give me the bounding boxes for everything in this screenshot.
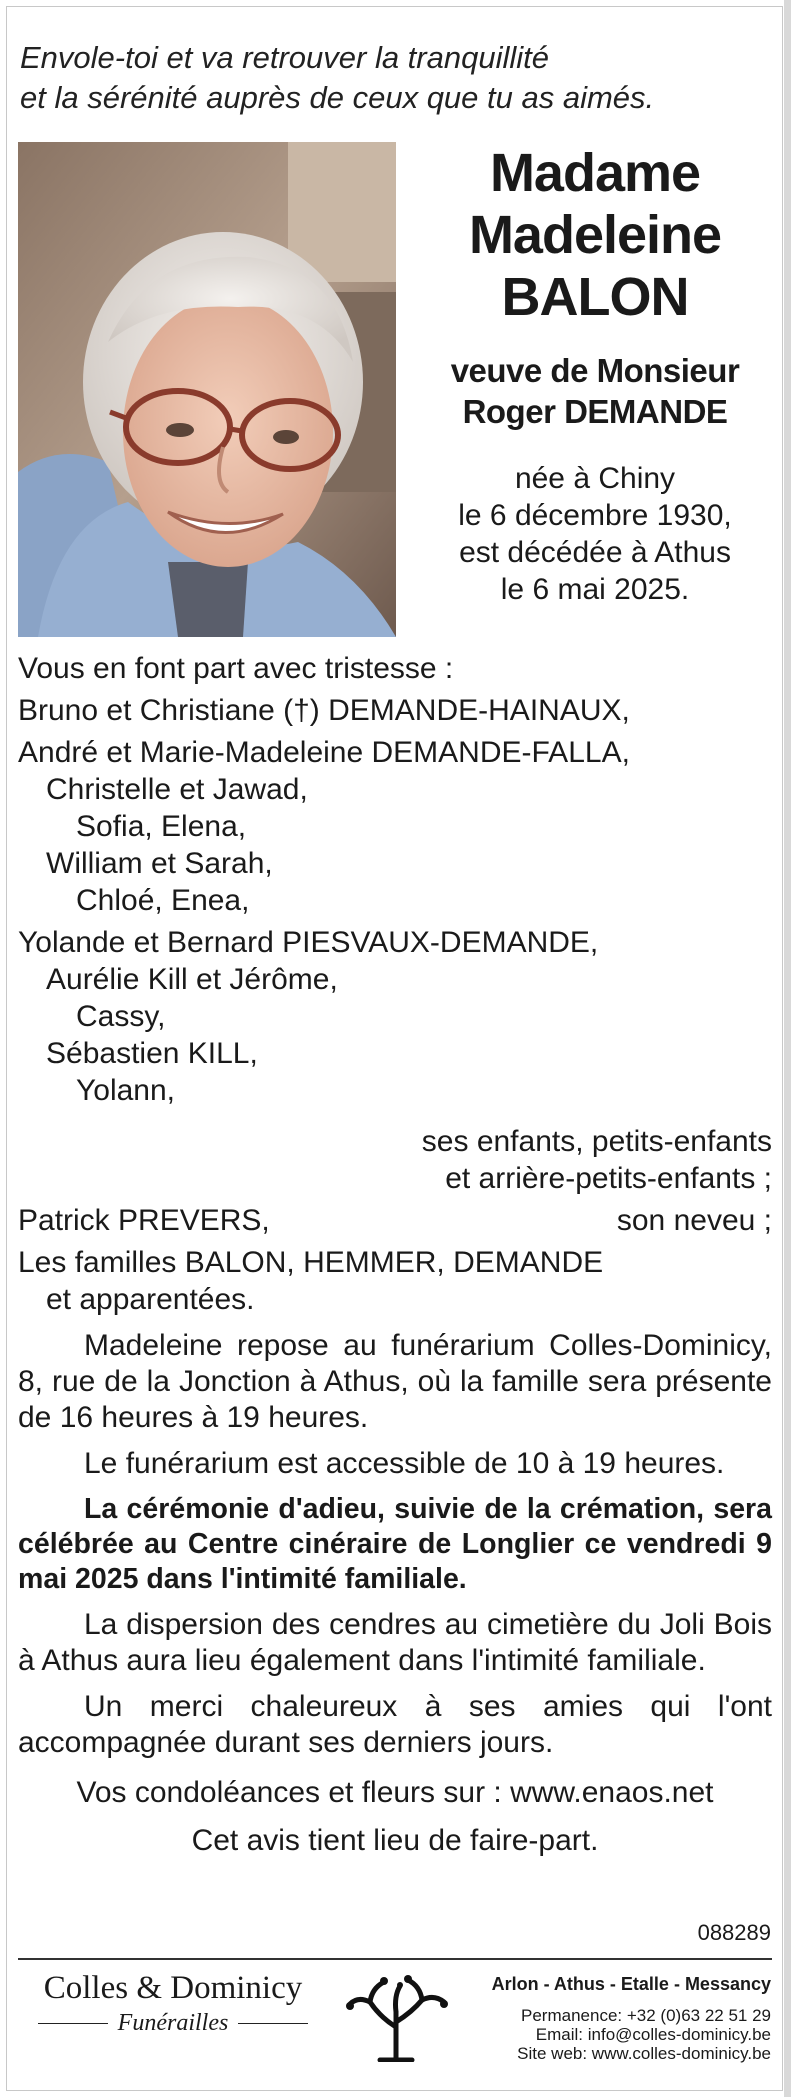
widow-line: veuve de Monsieur [450, 352, 740, 389]
phone-line: Permanence: +32 (0)63 22 51 29 [521, 2006, 771, 2025]
family-line: André et Marie-Madeleine DEMANDE-FALLA, [18, 736, 630, 769]
page-edge-bar [784, 0, 791, 2097]
family-line: Sébastien KILL, [46, 1037, 258, 1070]
footer-divider [18, 1958, 772, 1960]
portrait-photo [18, 142, 396, 637]
nephew-name: Patrick PREVERS, [18, 1204, 270, 1237]
family-line: Yolande et Bernard PIESVAUX-DEMANDE, [18, 926, 599, 959]
repose-paragraph: Madeleine repose au funérarium Colles-Dominicy, 8, rue de la Jonction à Athus, où la famille sera présente de 16 heures à 19 heures. [18, 1329, 772, 1434]
family-line: Bruno et Christiane (†) DEMANDE-HAINAUX, [18, 694, 630, 727]
tree-icon [340, 1972, 452, 2062]
family-line: William et Sarah, [46, 847, 273, 880]
children-summary: ses enfants, petits-enfants [421, 1125, 772, 1158]
families-line: Les familles BALON, HEMMER, DEMANDE [18, 1246, 604, 1279]
logo-rule [38, 2023, 108, 2024]
condolences-line: Vos condoléances et fleurs sur : www.enaos.net [76, 1776, 714, 1809]
death-place: est décédée à Athus [459, 536, 731, 569]
email-line: Email: info@colles-dominicy.be [535, 2025, 771, 2044]
epigraph [20, 38, 760, 118]
reference-number: 088289 [697, 1920, 771, 1945]
announcement-body [18, 650, 772, 1861]
birth-date: le 6 décembre 1930, [458, 499, 732, 532]
children-summary: et arrière-petits-enfants ; [445, 1162, 772, 1195]
contact-block [471, 1972, 771, 2063]
deceased-last-name: BALON [501, 267, 689, 327]
logo-rule [238, 2023, 308, 2024]
birth-place: née à Chiny [514, 462, 676, 495]
epigraph-line: et la sérénité auprès de ceux que tu as aimés. [20, 80, 655, 115]
family-line: Aurélie Kill et Jérôme, [46, 963, 338, 996]
company-subtitle: Funérailles [117, 2010, 229, 2036]
ceremony-paragraph: La cérémonie d'adieu, suivie de la crémation, sera célébrée au Centre cinéraire de Longlier ce vendredi 9 mai 2025 dans l'intimité familiale. [18, 1493, 772, 1595]
thanks-paragraph: Un merci chaleureux à ses amies qui l'ont accompagnée durant ses derniers jours. [18, 1690, 772, 1759]
death-date: le 6 mai 2025. [500, 573, 690, 606]
family-line: Sofia, Elena, [76, 810, 247, 843]
ashes-paragraph: La dispersion des cendres au cimetière du Joli Bois à Athus aura lieu également dans l'intimité familiale. [18, 1608, 772, 1677]
notice-line: Cet avis tient lieu de faire-part. [191, 1824, 599, 1857]
family-line: Cassy, [76, 1000, 166, 1033]
company-name: Colles & Dominicy [43, 1970, 303, 2006]
family-line: Yolann, [76, 1074, 175, 1107]
website-line: Site web: www.colles-dominicy.be [517, 2044, 771, 2063]
family-line: Christelle et Jawad, [46, 773, 308, 806]
widow-line: Roger DEMANDE [462, 393, 728, 430]
funeral-home-logo [18, 1968, 328, 2038]
access-paragraph: Le funérarium est accessible de 10 à 19 heures. [84, 1447, 725, 1480]
epigraph-line: Envole-toi et va retrouver la tranquillité [20, 40, 549, 75]
deceased-header [420, 142, 770, 608]
nephew-line [18, 1202, 772, 1239]
towns-line: Arlon - Athus - Etalle - Messancy [491, 1974, 771, 1994]
families-line: et apparentées. [46, 1283, 255, 1316]
family-line: Chloé, Enea, [76, 884, 250, 917]
nephew-role: son neveu ; [616, 1204, 772, 1237]
deceased-title: Madame [489, 143, 701, 203]
announcement-intro: Vous en font part avec tristesse : [18, 652, 454, 685]
deceased-first-name: Madeleine [468, 205, 722, 265]
